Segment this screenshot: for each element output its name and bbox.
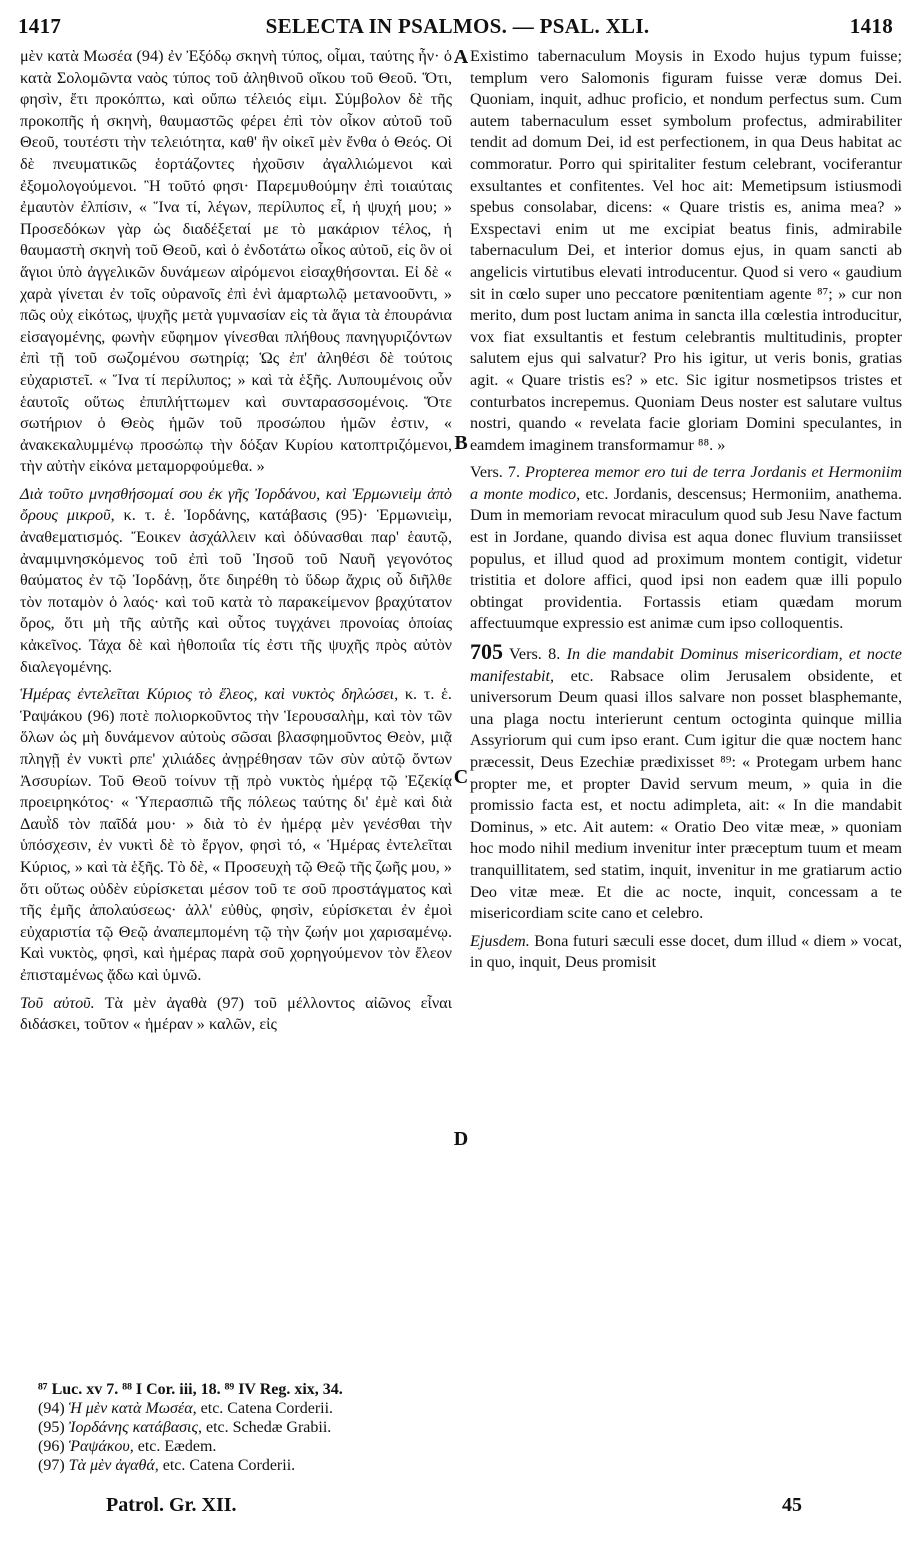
footer-page-number: 45 [782,1494,802,1516]
right-column-number: 1418 [849,14,893,38]
footnote-lemma: Τὰ μὲν ἀγαθά, [68,1457,159,1474]
latin-verse-8: Vers. 8. [503,645,561,664]
footnote-lemma: Ἡ μὲν κατὰ Μωσέα, [68,1400,197,1417]
footnote-number: (96) [38,1438,69,1455]
footnote-95 [38,1418,343,1437]
footnote-number: (95) [38,1419,69,1436]
footnote-number: (94) [38,1400,69,1417]
latin-lemma-3: In die mandabit Dominus misericordiam, et nocte manifestabit, [470,645,902,685]
latin-body-3: etc. Rabsace olim Jerusalem obsidente, et universorum Deum quasi illos salvare non posset blasphemante, una plaga noctu interierunt centum octoginta quinque millia Assyriorum qui cum ipso erant. Cum igitur die quæ noctem hanc præcessit, Deus Ezechiæ prædixisset ⁸⁹: « Protegam urbem hanc propter me, et propter David servum meum, » quia in die promissio facta est, et noctu adimpleta, ait: « In die mandabit Dominus, » etc. Ait autem: « Oratio Deo vitæ meæ, » quoniam hoc modo nihil medium invenitur inter præceptum tuum et meam tranquillitatem, sed statim, inquit, invenitur in me gratiarum actio Deo vitæ meæ. Et die ac nocte, inquit, concessam a te misericordiam scite cano et celebro. [470,666,902,923]
margin-marker-c: C [453,766,469,788]
greek-paragraph-2 [20,484,452,678]
margin-marker-d: D [453,1128,469,1150]
latin-verse-7: Vers. 7. [470,463,521,482]
margin-marker-a: A [453,46,469,68]
scripture-references: ⁸⁷ Luc. xv 7. ⁸⁸ I Cor. iii, 18. ⁸⁹ IV Reg. xix, 34. [38,1381,343,1398]
footnotes [38,1380,343,1475]
footnote-94 [38,1399,343,1418]
greek-lemma-3: Ἡμέρας ἐντελεῖται Κύριος τὸ ἔλεος, καὶ νυκτὸς δηλώσει, [20,685,399,704]
footnote-source: etc. Catena Corderii. [158,1457,296,1474]
greek-lemma-4: Τοῦ αὐτοῦ. [20,993,95,1012]
footnote-source: etc. Catena Corderii. [196,1400,334,1417]
footnote-97 [38,1456,343,1475]
greek-paragraph-3 [20,684,452,986]
footnote-source: etc. Eædem. [133,1438,217,1455]
running-title: SELECTA IN PSALMOS. — PSAL. XLI. [265,14,650,38]
greek-paragraph-4 [20,993,452,1036]
latin-body-4: Bona futuri sæculi esse docet, dum illud « diem » vocat, in quo, inquit, Deus promisit [470,931,902,972]
latin-paragraph-1: Existimo tabernaculum Moysis in Exodo hujus typum fuisse; templum vero Salomonis figuram fuisse veræ domus Dei. Quoniam, inquit, adhuc proficio, et nondum perfectus sum. Cum autem tabernaculum esset symbolum profectus, admirabiliter tendit ad domum Dei, id est perfectionem, in qua Deus habitat ac commoratur. Porro qui spiritaliter festum celebrant, vociferantur exsultantes et confitentes. Vel hoc ait: Memetipsum istiusmodi spebus consolabar, dicens: « Quare tristis es, anima mea? » Exspectavi enim ut me excipiat beatus finis, admirabile tabernaculum Dei, et interior domus ejus, in quam sancti ab angelicis virtutibus elevati introducentur. Quod si vero « gaudium sit in cœlo super uno peccatore pœnitentiam agente ⁸⁷; » cur non merito, dum post luctam anima in sancta illa cœlestia introducitur, vox fiat exsultantis et festum celebrantis multitudinis, propter salutem ejus qui salvatur? Pro his igitur, ut veris bonis, gratias agit. « Quare tristis es? » etc. Sic igitur nosmetipsos tristes et conturbatos increpemus. Quoniam Deus noster est salutare vultus nostri, quando « revelata facie gloriam Domini speculantes, in eamdem imaginem transformamur ⁸⁸. » [470,47,902,454]
latin-paragraph-3 [470,641,902,925]
greek-lemma-2: Διὰ τοῦτο μνησθήσομαί σου ἐκ γῆς Ἰορδάνου, καὶ Ἑρμωνιεὶμ ἀπὸ ὄρους μικροῦ, [20,484,452,525]
greek-body-3: κ. τ. ἑ. Ῥαψάκου (96) ποτὲ πολιορκοῦντος τὴν Ἱερουσαλὴμ, καὶ τὸν τῶν ὅλων ὡς μὴ δυνάμενον αὐτοὺς σῶσαι βλασφημοῦντος Θεὸν, μιᾷ πληγῇ ἐν νυκτὶ ρπε' χιλιάδες ἀνῃρέθησαν τῶν σὺν αὐτῷ ὄντων Ἀσσυρίων. Τοῦ Θεοῦ τοίνυν τῇ πρὸ νυκτὸς ἡμέρᾳ τῷ Ἐζεκίᾳ προειρηκότος· « Ὑπερασπιῶ τῆς πόλεως ταύτης δι' ἐμὲ καὶ διὰ Δαυῒδ τὸν παῖδά μου· » διὰ τὸ ἐν ἡμέρᾳ μὲν γενέσθαι τὴν ὑπόσχεσιν, ἐν νυκτὶ δὲ τὸ ἔργον, φησὶ τό, « Ἡμέρας ἐντελεῖται Κύριος, » καὶ τὰ ἑξῆς. Τὸ δὲ, « Προσευχὴ τῷ Θεῷ τῆς ζωῆς μου, » ὅτι οὕτως οὐδὲν εὑρίσκεται μέσον τοῦ τε σοῦ προστάγματος καὶ τῆς ἐμῆς ἀπολαύσεως· ἀλλ' εὐθὺς, φησὶν, εὑρίσκεται ἐν ἐμοὶ εὐχαριστία τῷ Θεῷ ἀναπεμπομένη τῷ τὴν ζωήν μοι χαρισαμένῳ. Καὶ νυκτὸς, φησὶ, καὶ ἡμέρας παρὰ σοῦ χορηγούμενον τὸν ἔλεον ἐπισταμένως ᾄδω καὶ ὑμνῶ. [20,685,452,984]
margin-marker-b: B [454,432,468,454]
greek-body-2: κ. τ. ἑ. Ἰορδάνης, κατάβασις (95)· Ἑρμωνιεὶμ, ἀναθεματισμός. Ἔοικεν ἀσχάλλειν καὶ ὀδύνασθαι παρ' ἑαυτῷ, ἀναμιμνησκόμενος τοῦ ἐπὶ τοῦ Ἰησοῦ τοῦ Ναυῆ γεγονότος θαύματος ἐν τῷ Ἰορδάνῃ, ὅτε διηρέθη τὸ ὕδωρ ἄχρις οὗ διῆλθε τὸν ποταμὸν ὁ λαός· καὶ τοῦ κατὰ τὸ παρακείμενον βραχύτατον ὄρος, ὅτι μὴ τῆς αὐτῆς καὶ οὗτος τυγχάνει προνοίας ὁποίας κἀκεῖνος. Τάχα δὲ καὶ ἠθοποιΐα τίς ἐστι τῆς ψυχῆς πρὸς αὐτὸν διαλεγομένης. [20,506,452,676]
latin-column [470,46,902,974]
latin-lemma-2: Propterea memor ero tui de terra Jordanis et Hermoniim a monte modico, [470,463,902,503]
footer-volume: Patrol. Gr. XII. [106,1494,237,1516]
greek-body-4: Τὰ μὲν ἀγαθὰ (97) τοῦ μέλλοντος αἰῶνος εἶναι διδάσκει, τοῦτον « ἡμέραν » καλῶν, εἰς [20,993,452,1034]
footnote-lemma: Ῥαψάκου, [68,1438,134,1455]
latin-paragraph-4 [470,931,902,974]
latin-paragraph-2 [470,462,902,635]
footnote-lemma: Ἰορδάνης κατάβασις [68,1419,198,1436]
migne-column-number: 705 [470,639,503,665]
footnote-number: (97) [38,1457,69,1474]
greek-paragraph-1: μὲν κατὰ Μωσέα (94) ἐν Ἐξόδῳ σκηνὴ τύπος, οἶμαι, ταύτης ἦν· ὁ κατὰ Σολομῶντα ναὸς τύπος τοῦ ἀληθινοῦ οἴκου τοῦ Θεοῦ. Ὅτι, φησὶν, ἔτι προκόπτω, καὶ οὔπω τέλειός εἰμι. Σύμβολον δὲ τῆς προκοπῆς ἡ σκηνὴ, θαυμαστῶς φέρει ἐπὶ τὸν οἶκον αὐτοῦ τοῦ Θεοῦ, τουτέστι τὴν τελειότητα, καθ' ἣν οἰκεῖ μὲν ἔνθα ὁ Θεός. Οἱ δὲ πνευματικῶς ἑορτάζοντες ἠχοῦσιν ἀγαλλιώμενοι καὶ ἐξομολογούμενοι. Ἢ τοῦτό φησι· Παρεμυθούμην ἐπὶ τοιαύταις ἐμαυτὸν ἐλπίσιν, « Ἵνα τί, λέγων, περίλυπος εἶ, ἡ ψυχή μου; » Προσεδόκων γὰρ ὡς διαδέξεταί με τὸ μακάριον τέλος, ἡ θαυμαστὴ σκηνὴ τοῦ Θεοῦ, καὶ ὁ ἐνδοτάτω οἶκος αὐτοῦ, εἰς ὃν οἱ ἅγιοι ὑπὸ ἀγγελικῶν δυνάμεων αἰρόμενοι εἰσαχθήσονται. Εἰ δὲ « χαρὰ γίνεται ἐν τοῖς οὐρανοῖς ἐπὶ ἑνὶ ἁμαρτωλῷ μετανοοῦντι, » πῶς οὐχ εἰκότως, ψυχῆς μετὰ γυμνασίαν εἰς τὰ ἅγια τὰ ἐπουράνια εἰσαγομένης, φωνὴν εὔφημον γίνεσθαι πλήθους πανηγυριζόντων ἐπὶ τῇ τοῦ σωζομένου σωτηρίᾳ; Ὡς ἐπ' ἀληθέσι δὲ τούτοις εὐχαριστεῖ. « Ἵνα τί περίλυπος; » καὶ τὰ ἑξῆς. Λυπουμένοις οὖν ἑαυτοῖς οὕτως ἐπιπλήττωμεν καὶ συνταρασσομένοις. Ὅτε σωτήριον ὁ Θεὸς ἡμῶν τοῦ προσώπου ἡμῶν ἐστιν, « ἀνακεκαλυμμένῳ προσώπῳ τὴν δόξαν Κυρίου κατοπτριζόμενοι, τὴν αὐτὴν εἰκόνα μεταμορφούμεθα. » [20,47,452,476]
footnote-source: , etc. Schedæ Grabii. [198,1419,332,1436]
latin-lemma-4: Ejusdem. [470,931,530,950]
footnote-96 [38,1437,343,1456]
left-column-number: 1417 [18,14,62,38]
latin-body-2: etc. Jordanis, descensus; Hermoniim, anathema. Dum in memoriam revocat miraculum quod sub Jesu Nave factum est in Jordane, quando divisa est aqua donec fluvium transiisset populus, et illud quod ad proximum montem contigit, videtur tristitia et dolore affici, quod ipsi non eadem quæ illi populo obtingat providentia. Fortassis etiam quædam morum affectuumque expressio est animæ cum ipso colloquentis. [470,484,902,633]
greek-column [20,46,452,1036]
